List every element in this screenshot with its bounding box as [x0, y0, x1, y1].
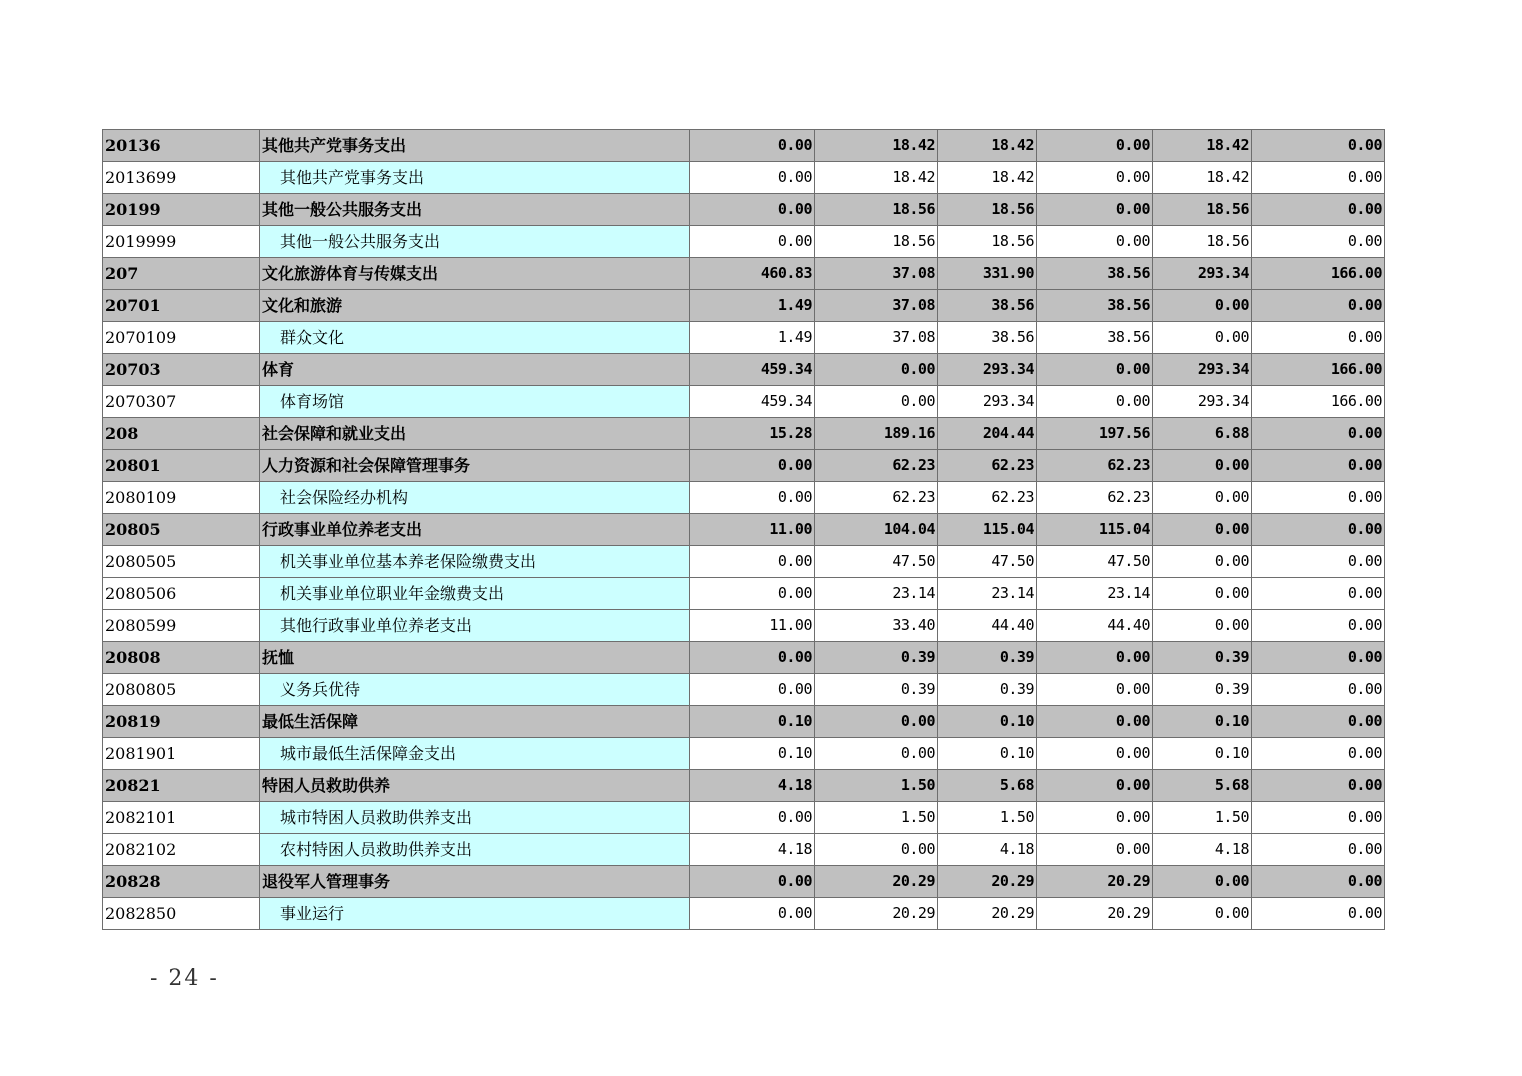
amount-cell: 0.10: [1153, 706, 1252, 738]
subject-code-cell: 20819: [103, 706, 260, 738]
amount-cell: 0.00: [1252, 770, 1385, 802]
amount-cell: 0.39: [938, 674, 1037, 706]
amount-cell: 166.00: [1252, 354, 1385, 386]
subject-code-cell: 2080805: [103, 674, 260, 706]
amount-cell: 0.00: [1252, 738, 1385, 770]
amount-cell: 0.00: [690, 226, 815, 258]
amount-cell: 0.00: [690, 578, 815, 610]
subject-name-cell: 其他共产党事务支出: [260, 162, 690, 194]
page-number: - 24 -: [150, 966, 219, 991]
amount-cell: 0.00: [1153, 322, 1252, 354]
amount-cell: 0.00: [1037, 642, 1153, 674]
amount-cell: 293.34: [1153, 354, 1252, 386]
amount-cell: 0.00: [1252, 162, 1385, 194]
amount-cell: 0.00: [1252, 418, 1385, 450]
amount-cell: 37.08: [815, 258, 938, 290]
amount-cell: 62.23: [1037, 450, 1153, 482]
amount-cell: 0.00: [690, 130, 815, 162]
subject-name-cell: 群众文化: [260, 322, 690, 354]
amount-cell: 1.50: [1153, 802, 1252, 834]
subject-code-cell: 2080506: [103, 578, 260, 610]
amount-cell: 0.00: [1252, 834, 1385, 866]
amount-cell: 4.18: [1153, 834, 1252, 866]
amount-cell: 4.18: [690, 834, 815, 866]
amount-cell: 20.29: [938, 866, 1037, 898]
amount-cell: 0.00: [690, 546, 815, 578]
amount-cell: 20.29: [938, 898, 1037, 930]
amount-cell: 0.00: [1037, 802, 1153, 834]
subject-code-cell: 20703: [103, 354, 260, 386]
item-row: [103, 834, 1385, 866]
subject-name-cell: 体育场馆: [260, 386, 690, 418]
amount-cell: 1.49: [690, 322, 815, 354]
subject-code-cell: 208: [103, 418, 260, 450]
subject-name-cell: 义务兵优待: [260, 674, 690, 706]
subject-code-cell: 2082850: [103, 898, 260, 930]
table-body: [103, 130, 1385, 930]
amount-cell: 0.00: [1252, 322, 1385, 354]
amount-cell: 0.00: [1037, 674, 1153, 706]
subject-name-cell: 城市最低生活保障金支出: [260, 738, 690, 770]
subject-code-cell: 20199: [103, 194, 260, 226]
subject-code-cell: 20828: [103, 866, 260, 898]
category-row: [103, 706, 1385, 738]
amount-cell: 23.14: [815, 578, 938, 610]
subject-name-cell: 其他一般公共服务支出: [260, 226, 690, 258]
subject-name-cell: 抚恤: [260, 642, 690, 674]
subject-name-cell: 退役军人管理事务: [260, 866, 690, 898]
amount-cell: 0.00: [1037, 738, 1153, 770]
amount-cell: 0.00: [815, 354, 938, 386]
amount-cell: 0.00: [1153, 482, 1252, 514]
item-row: [103, 546, 1385, 578]
category-row: [103, 354, 1385, 386]
subject-name-cell: 文化旅游体育与传媒支出: [260, 258, 690, 290]
amount-cell: 293.34: [1153, 258, 1252, 290]
budget-expenditure-table: [102, 129, 1385, 930]
amount-cell: 0.00: [1252, 898, 1385, 930]
amount-cell: 11.00: [690, 610, 815, 642]
amount-cell: 38.56: [1037, 322, 1153, 354]
subject-code-cell: 2070307: [103, 386, 260, 418]
category-row: [103, 418, 1385, 450]
amount-cell: 38.56: [938, 290, 1037, 322]
amount-cell: 47.50: [938, 546, 1037, 578]
subject-name-cell: 体育: [260, 354, 690, 386]
subject-code-cell: 20701: [103, 290, 260, 322]
amount-cell: 0.00: [1153, 578, 1252, 610]
subject-code-cell: 20136: [103, 130, 260, 162]
amount-cell: 0.10: [938, 738, 1037, 770]
category-row: [103, 866, 1385, 898]
amount-cell: 23.14: [1037, 578, 1153, 610]
amount-cell: 0.00: [1037, 386, 1153, 418]
subject-name-cell: 社会保险经办机构: [260, 482, 690, 514]
amount-cell: 0.00: [1252, 482, 1385, 514]
amount-cell: 20.29: [1037, 898, 1153, 930]
amount-cell: 0.10: [690, 706, 815, 738]
amount-cell: 18.42: [815, 130, 938, 162]
amount-cell: 0.00: [690, 866, 815, 898]
subject-code-cell: 2080505: [103, 546, 260, 578]
item-row: [103, 898, 1385, 930]
category-row: [103, 194, 1385, 226]
amount-cell: 189.16: [815, 418, 938, 450]
amount-cell: 0.39: [1153, 674, 1252, 706]
amount-cell: 0.00: [690, 674, 815, 706]
amount-cell: 0.10: [690, 738, 815, 770]
amount-cell: 18.56: [815, 194, 938, 226]
amount-cell: 0.00: [815, 706, 938, 738]
category-row: [103, 514, 1385, 546]
subject-name-cell: 特困人员救助供养: [260, 770, 690, 802]
amount-cell: 0.00: [1037, 706, 1153, 738]
amount-cell: 460.83: [690, 258, 815, 290]
subject-code-cell: 2081901: [103, 738, 260, 770]
amount-cell: 44.40: [938, 610, 1037, 642]
amount-cell: 0.00: [1252, 578, 1385, 610]
amount-cell: 62.23: [815, 482, 938, 514]
amount-cell: 331.90: [938, 258, 1037, 290]
category-row: [103, 130, 1385, 162]
amount-cell: 0.39: [938, 642, 1037, 674]
amount-cell: 62.23: [815, 450, 938, 482]
subject-code-cell: 20801: [103, 450, 260, 482]
amount-cell: 37.08: [815, 290, 938, 322]
item-row: [103, 482, 1385, 514]
amount-cell: 38.56: [1037, 258, 1153, 290]
category-row: [103, 642, 1385, 674]
amount-cell: 44.40: [1037, 610, 1153, 642]
amount-cell: 62.23: [938, 482, 1037, 514]
amount-cell: 0.00: [1252, 642, 1385, 674]
item-row: [103, 226, 1385, 258]
amount-cell: 0.00: [1037, 770, 1153, 802]
amount-cell: 20.29: [815, 866, 938, 898]
amount-cell: 0.00: [1252, 802, 1385, 834]
amount-cell: 1.50: [815, 802, 938, 834]
category-row: [103, 770, 1385, 802]
amount-cell: 0.00: [1252, 194, 1385, 226]
amount-cell: 0.00: [1153, 610, 1252, 642]
amount-cell: 0.00: [690, 802, 815, 834]
subject-name-cell: 最低生活保障: [260, 706, 690, 738]
amount-cell: 0.00: [690, 194, 815, 226]
subject-name-cell: 其他一般公共服务支出: [260, 194, 690, 226]
amount-cell: 18.42: [938, 130, 1037, 162]
amount-cell: 0.00: [1252, 546, 1385, 578]
category-row: [103, 290, 1385, 322]
subject-code-cell: 2070109: [103, 322, 260, 354]
amount-cell: 47.50: [1037, 546, 1153, 578]
subject-code-cell: 2082101: [103, 802, 260, 834]
subject-code-cell: 2082102: [103, 834, 260, 866]
amount-cell: 4.18: [938, 834, 1037, 866]
amount-cell: 62.23: [1037, 482, 1153, 514]
subject-name-cell: 社会保障和就业支出: [260, 418, 690, 450]
amount-cell: 104.04: [815, 514, 938, 546]
amount-cell: 0.10: [1153, 738, 1252, 770]
amount-cell: 0.00: [1037, 354, 1153, 386]
item-row: [103, 578, 1385, 610]
amount-cell: 0.00: [1037, 834, 1153, 866]
amount-cell: 1.50: [938, 802, 1037, 834]
amount-cell: 0.00: [690, 642, 815, 674]
amount-cell: 0.00: [1252, 450, 1385, 482]
amount-cell: 0.00: [690, 898, 815, 930]
amount-cell: 18.42: [1153, 162, 1252, 194]
subject-name-cell: 城市特困人员救助供养支出: [260, 802, 690, 834]
amount-cell: 0.00: [815, 834, 938, 866]
amount-cell: 0.00: [1037, 194, 1153, 226]
amount-cell: 0.00: [1153, 898, 1252, 930]
amount-cell: 15.28: [690, 418, 815, 450]
amount-cell: 0.00: [1252, 866, 1385, 898]
subject-code-cell: 2080599: [103, 610, 260, 642]
amount-cell: 115.04: [938, 514, 1037, 546]
amount-cell: 0.00: [1252, 290, 1385, 322]
amount-cell: 0.00: [815, 386, 938, 418]
amount-cell: 1.49: [690, 290, 815, 322]
amount-cell: 33.40: [815, 610, 938, 642]
amount-cell: 0.00: [1252, 514, 1385, 546]
amount-cell: 4.18: [690, 770, 815, 802]
amount-cell: 18.42: [1153, 130, 1252, 162]
amount-cell: 0.39: [1153, 642, 1252, 674]
subject-name-cell: 农村特困人员救助供养支出: [260, 834, 690, 866]
amount-cell: 0.39: [815, 642, 938, 674]
subject-name-cell: 机关事业单位职业年金缴费支出: [260, 578, 690, 610]
amount-cell: 18.56: [815, 226, 938, 258]
item-row: [103, 386, 1385, 418]
subject-code-cell: 20805: [103, 514, 260, 546]
item-row: [103, 162, 1385, 194]
amount-cell: 18.42: [815, 162, 938, 194]
amount-cell: 6.88: [1153, 418, 1252, 450]
subject-name-cell: 其他行政事业单位养老支出: [260, 610, 690, 642]
amount-cell: 0.00: [1037, 130, 1153, 162]
amount-cell: 0.00: [1252, 674, 1385, 706]
amount-cell: 0.00: [1153, 546, 1252, 578]
amount-cell: 18.56: [938, 194, 1037, 226]
amount-cell: 0.00: [815, 738, 938, 770]
amount-cell: 0.00: [1252, 706, 1385, 738]
subject-name-cell: 机关事业单位基本养老保险缴费支出: [260, 546, 690, 578]
amount-cell: 293.34: [938, 386, 1037, 418]
amount-cell: 0.00: [1037, 162, 1153, 194]
item-row: [103, 738, 1385, 770]
amount-cell: 115.04: [1037, 514, 1153, 546]
amount-cell: 197.56: [1037, 418, 1153, 450]
amount-cell: 0.00: [1153, 866, 1252, 898]
subject-name-cell: 行政事业单位养老支出: [260, 514, 690, 546]
subject-name-cell: 人力资源和社会保障管理事务: [260, 450, 690, 482]
subject-name-cell: 文化和旅游: [260, 290, 690, 322]
amount-cell: 1.50: [815, 770, 938, 802]
amount-cell: 0.00: [1153, 450, 1252, 482]
item-row: [103, 802, 1385, 834]
category-row: [103, 450, 1385, 482]
amount-cell: 0.00: [1037, 226, 1153, 258]
subject-name-cell: 其他共产党事务支出: [260, 130, 690, 162]
amount-cell: 11.00: [690, 514, 815, 546]
subject-code-cell: 2080109: [103, 482, 260, 514]
amount-cell: 459.34: [690, 354, 815, 386]
amount-cell: 204.44: [938, 418, 1037, 450]
subject-name-cell: 事业运行: [260, 898, 690, 930]
amount-cell: 293.34: [938, 354, 1037, 386]
amount-cell: 166.00: [1252, 258, 1385, 290]
amount-cell: 18.56: [1153, 194, 1252, 226]
subject-code-cell: 2019999: [103, 226, 260, 258]
amount-cell: 5.68: [1153, 770, 1252, 802]
amount-cell: 38.56: [1037, 290, 1153, 322]
subject-code-cell: 207: [103, 258, 260, 290]
amount-cell: 293.34: [1153, 386, 1252, 418]
amount-cell: 37.08: [815, 322, 938, 354]
amount-cell: 0.00: [690, 482, 815, 514]
amount-cell: 0.10: [938, 706, 1037, 738]
amount-cell: 62.23: [938, 450, 1037, 482]
subject-code-cell: 20808: [103, 642, 260, 674]
amount-cell: 0.00: [1153, 514, 1252, 546]
item-row: [103, 610, 1385, 642]
amount-cell: 47.50: [815, 546, 938, 578]
amount-cell: 18.42: [938, 162, 1037, 194]
amount-cell: 20.29: [1037, 866, 1153, 898]
amount-cell: 0.00: [1153, 290, 1252, 322]
amount-cell: 38.56: [938, 322, 1037, 354]
item-row: [103, 674, 1385, 706]
amount-cell: 0.00: [1252, 130, 1385, 162]
amount-cell: 5.68: [938, 770, 1037, 802]
amount-cell: 459.34: [690, 386, 815, 418]
amount-cell: 166.00: [1252, 386, 1385, 418]
amount-cell: 23.14: [938, 578, 1037, 610]
amount-cell: 18.56: [938, 226, 1037, 258]
amount-cell: 0.00: [1252, 610, 1385, 642]
amount-cell: 0.00: [690, 162, 815, 194]
subject-code-cell: 2013699: [103, 162, 260, 194]
amount-cell: 20.29: [815, 898, 938, 930]
category-row: [103, 258, 1385, 290]
amount-cell: 0.39: [815, 674, 938, 706]
amount-cell: 0.00: [1252, 226, 1385, 258]
amount-cell: 0.00: [690, 450, 815, 482]
subject-code-cell: 20821: [103, 770, 260, 802]
amount-cell: 18.56: [1153, 226, 1252, 258]
item-row: [103, 322, 1385, 354]
